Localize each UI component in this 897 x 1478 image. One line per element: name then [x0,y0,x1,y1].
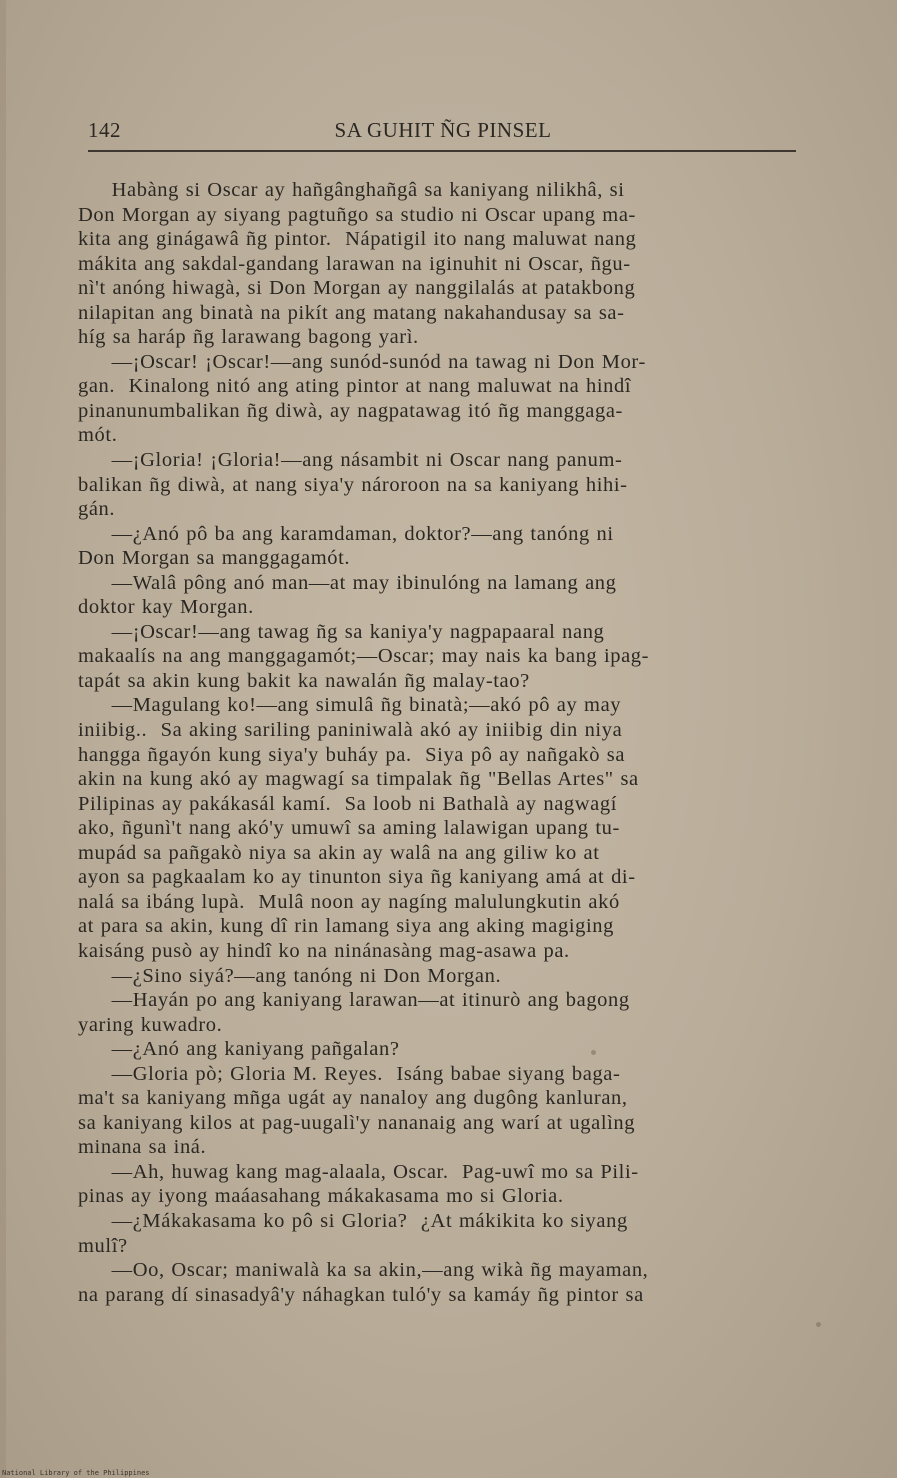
text-line: —Ah, huwag kang mag-alaala, Oscar. Pag-uwî mo sa Pili- [78,1160,639,1183]
text-line: at para sa akin, kung dî rin lamang siya ang aking magiging [78,915,614,938]
text-line: —¿Anó pô ba ang karamdaman, doktor?—ang tanóng ni [78,522,614,545]
text-line: Don Morgan ay siyang pagtuñgo sa studio ni Oscar upang ma- [78,203,636,226]
text-line: nalá sa ibáng lupà. Mulâ noon ay nagíng malulungkutin akó [78,890,620,913]
text-line: tapát sa akin kung bakit ka nawalán ñg malay-tao? [78,669,530,692]
text-line: kaisáng pusò ay hindî ko na ninánasàng mag-asawa pa. [78,939,570,962]
text-line: minana sa iná. [78,1136,207,1159]
text-line: —¿Mákakasama ko pô si Gloria? ¿At mákikita ko siyang [78,1209,628,1232]
body-text [78,178,788,1307]
text-line: Habàng si Oscar ay hañgânghañgâ sa kaniyang nilikhâ, si [78,179,625,201]
text-line: —¡Oscar! ¡Oscar!—ang sunód-sunód na tawag ni Don Mor- [78,350,646,373]
text-line: na parang dí sinasadyâ'y náhagkan tuló'y sa kamáy ñg pintor sa [78,1283,644,1306]
text-line: —Magulang ko!—ang simulâ ñg binatà;—akó pô ay may [78,694,622,717]
text-line: nilapitan ang binatà na pikít ang matang nakahandusay sa sa- [78,301,625,324]
text-line: hangga ñgayón kung siya'y buháy pa. Siya pô ay nañgakò sa [78,743,626,766]
text-line: balikan ñg diwà, at nang siya'y nároroon na sa kaniyang hihi- [78,473,628,496]
running-title: SA GUHIT ÑG PINSEL [334,118,552,142]
text-line: akin na kung akó ay magwagí sa timpalak ñg "Bellas Artes" sa [78,768,639,791]
text-line: mákita ang sakdal-gandang larawan na iginuhit ni Oscar, ñgu- [78,252,631,275]
text-line: pinas ay iyong maáasahang mákakasama mo si Gloria. [78,1185,564,1208]
page-header [88,118,798,144]
text-line: mupád sa pañgakò niya sa akin ay walâ na ang giliw ko at [78,841,600,864]
text-line: híg sa haráp ñg larawang bagong yarì. [78,326,419,349]
text-line: pinanunumbalikan ñg diwà, ay nagpatawag itó ñg manggaga- [78,399,623,422]
text-line: Don Morgan sa manggagamót. [78,547,351,570]
page-number: 142 [88,118,121,142]
text-line: —¿Sino siyá?—ang tanóng ni Don Morgan. [78,964,502,987]
text-line: mót. [78,424,118,447]
text-line: iniibig.. Sa aking sariling paniniwalà akó ay iniibig din niya [78,719,623,742]
text-line: yaring kuwadro. [78,1013,223,1036]
text-line: —Hayán po ang kaniyang larawan—at itinurò ang bagong [78,989,630,1012]
text-line: nì't anóng hiwagà, si Don Morgan ay nanggilalás at patakbong [78,277,636,300]
page-edge-shadow [0,0,6,1478]
text-line: ma't sa kaniyang mñga ugát ay nanaloy ang dugông kanluran, [78,1087,628,1110]
text-line: —¡Oscar!—ang tawag ñg sa kaniya'y nagpapaaral nang [78,620,605,643]
text-line: —Walâ pông anó man—at may ibinulóng na lamang ang [78,571,617,594]
text-line: Pilipinas ay pakákasál kamí. Sa loob ni Bathalà ay nagwagí [78,792,617,815]
text-line: —¡Gloria! ¡Gloria!—ang násambit ni Oscar nang panum- [78,449,623,472]
text-line: ayon sa pagkaalam ko ay tinunton siya ñg kaniyang amá at di- [78,866,636,889]
text-line: gan. Kinalong nitó ang ating pintor at nang maluwat na hindî [78,375,632,398]
text-line: kita ang ginágawâ ñg pintor. Nápatigil ito nang maluwat nang [78,228,637,251]
text-line: —Oo, Oscar; maniwalà ka sa akin,—ang wikà ñg mayaman, [78,1259,649,1282]
ink-speck [816,1322,821,1327]
text-line: gán. [78,498,116,521]
ink-speck [591,1050,596,1055]
text-line: —Gloria pò; Gloria M. Reyes. Isáng babae siyang baga- [78,1062,621,1085]
text-line: —¿Anó ang kaniyang pañgalan? [78,1038,400,1061]
text-line: doktor kay Morgan. [78,596,254,619]
header-rule [88,150,796,152]
text-line: ako, ñgunì't nang akó'y umuwî sa aming lalawigan upang tu- [78,817,620,840]
text-line: mulî? [78,1234,128,1257]
footer-credit: National Library of the Philippines [2,1469,150,1477]
text-line: sa kaniyang kilos at pag-uugalì'y nananaig ang warí at ugalìng [78,1111,636,1134]
text-line: makaalís na ang manggagamót;—Oscar; may nais ka bang ipag- [78,645,650,668]
